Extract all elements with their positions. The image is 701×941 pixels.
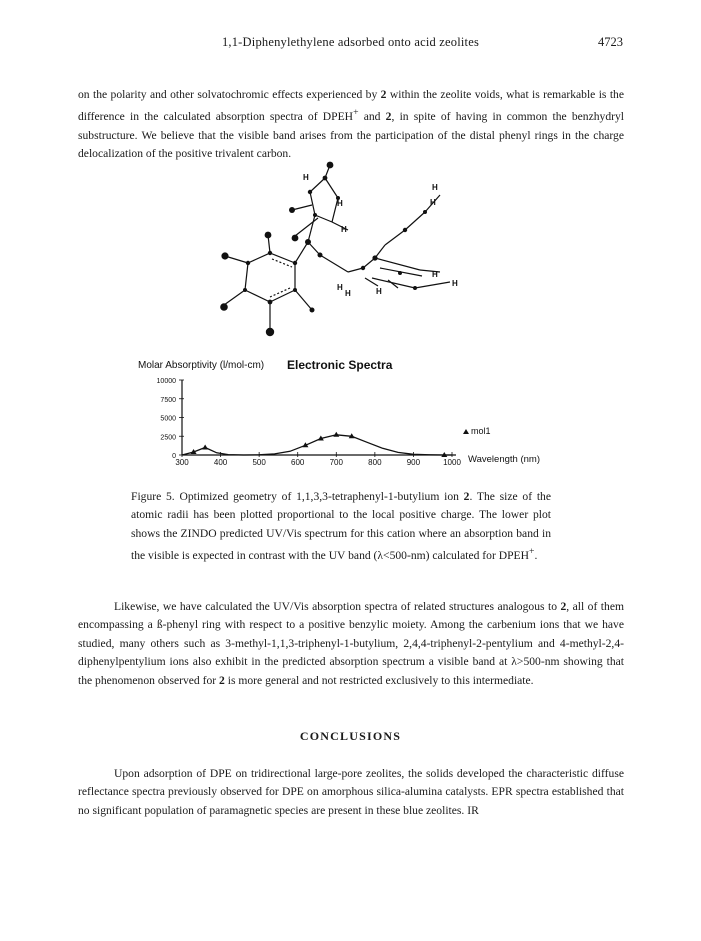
paragraph-analogous-structures [78,598,624,690]
y-tick-label: 10000 [156,378,176,385]
series-line-mol1 [182,435,452,455]
superscript: + [353,107,359,119]
paragraph-text: , all of them encompassing a ß-phenyl ring with respect to a positive benzylic moiety. Among the carbenium ions that we have studied, many others such as 3-methyl-1,1,3-triphenyl-1-butylium, 2,4,4-triphenyl-2-pentylium and 4-methyl-2,4-diphenylpentylium ions also exhibit in the predicted absorption spectrum a visible band at λ>500-nm showing that the phenomenon observed for [78,600,624,687]
x-tick-label: 600 [291,458,305,467]
y-tick-label: 5000 [160,415,176,423]
x-tick-label: 300 [175,458,189,467]
paragraph-text: and [358,110,386,124]
paragraph-text: Likewise, we have calculated the UV/Vis absorption spectra of related structures analogous to [114,600,561,613]
electronic-spectra-chart [130,354,550,474]
paragraph-text: , in spite of having in common the benzhydryl substructure. We believe that the visible band arises from the participation of the distal phenyl rings in the charge delocalization of the positive trivalent carbon. [78,110,625,161]
x-axis-label: Wavelength (nm) [468,454,540,465]
paragraph-text: is more general and not restricted exclusively to this intermediate. [224,673,534,687]
paragraph-text: on the polarity and other solvatochromic effects experienced by [78,88,381,101]
atom-label: H [341,225,347,234]
paragraph-intro [78,86,624,163]
legend [463,426,491,436]
running-title: 1,1-Diphenylethylene adsorbed onto acid zeolites [221,35,480,49]
atom-label: H [303,173,309,182]
atom-label: H [430,198,436,207]
paragraph-conclusions: Upon adsorption of DPE on tridirectional large-pore zeolites, the solids developed the characteristic diffuse reflectance spectra previously observed for DPE on amorphous silica-alumina catalysts. EPR spectra established that no significant population of paramagnetic species are present in these blue zeolites. IR [78,767,624,817]
compound-ref: 2 [560,600,567,613]
atom-label: H [432,183,438,192]
tick-labels [157,378,462,467]
x-tick-label: 800 [368,458,382,467]
figure-caption [131,488,551,565]
section-heading-conclusions: CONCLUSIONS [299,729,402,743]
x-tick-label: 900 [406,458,421,467]
atom-label: H [345,289,351,298]
compound-ref: 2 [385,110,392,124]
atom-label: H [432,270,438,279]
compound-ref: 2 [219,673,225,687]
x-tick-label: 500 [252,458,266,467]
x-tick-label: 1000 [443,458,461,467]
paragraph-text: within the zeolite voids, what is remarkable is the difference in the calculated absorption spectra of DPEH [78,88,624,124]
page-number: 4723 [598,35,623,49]
chart-title: Electronic Spectra [287,358,393,372]
series-marker [333,432,339,437]
compound-ref: 2 [463,490,470,503]
y-tick-label: 0 [172,453,176,460]
caption-text: Figure 5. Optimized geometry of 1,1,3,3-tetraphenyl-1-butylium ion [131,490,464,503]
x-tick-label: 400 [213,458,228,467]
series-marker [202,445,208,450]
atom-label: H [376,287,382,296]
atom-label: H [337,199,343,208]
legend-label: mol1 [471,426,491,436]
y-tick-label: 7500 [160,396,176,404]
y-axis-label: Molar Absorptivity (l/mol-cm) [138,360,265,371]
compound-ref: 2 [380,88,387,101]
caption-text: . The size of the atomic radii has been plotted proportional to the local positive charge. The lower plot shows the ZINDO predicted UV/Vis spectrum for this cation where an absorption band in the visible is expected in contrast with the UV band (λ<500-nm) calculated for DPEH [131,490,551,563]
x-tick-label: 700 [329,458,343,467]
molecule-structure-figure [200,160,490,350]
caption-text: . [534,549,538,563]
atom-label: H [452,279,458,288]
superscript: + [528,546,535,558]
legend-marker-icon [463,429,469,434]
y-tick-label: 2500 [160,434,176,442]
chart-axes [182,380,456,455]
atom-label: H [337,283,343,292]
